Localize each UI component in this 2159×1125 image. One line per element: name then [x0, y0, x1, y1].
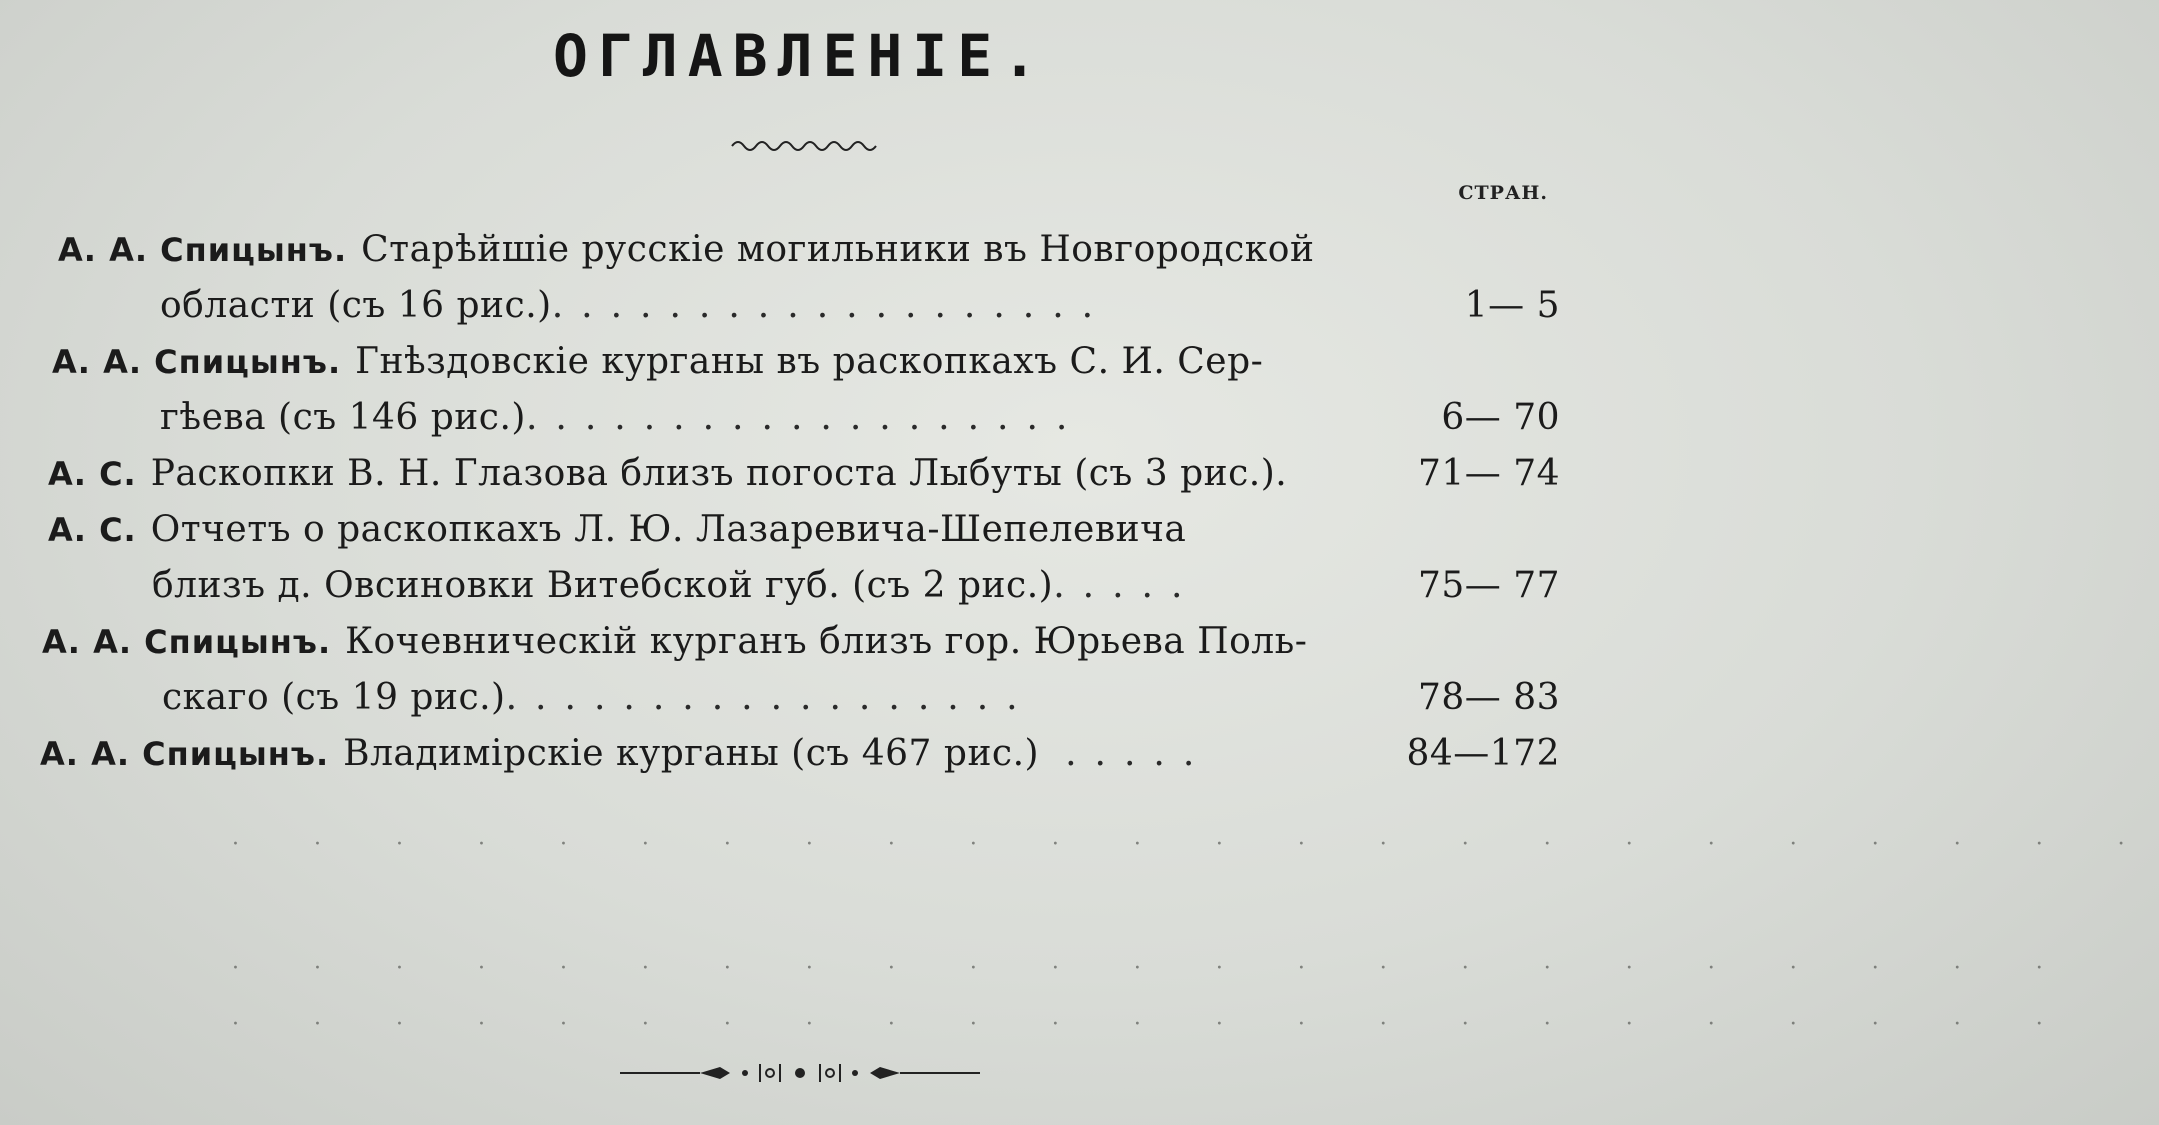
pages-column-header: СТРАН. [1458, 182, 1548, 204]
toc-entry-line-1 [40, 222, 1560, 278]
toc-author: А. А. Спицынъ. [42, 623, 332, 661]
toc-entry-line-2 [40, 278, 1560, 334]
toc-title-part-1: Отчетъ о раскопкахъ Л. Ю. Лазаревича-Шепелевича [150, 509, 1187, 550]
toc-entry [40, 222, 1560, 334]
dot-leader: ................... [551, 285, 1112, 326]
toc-entry [40, 334, 1560, 446]
toc-page-range: 78— 83 [1417, 677, 1560, 718]
toc-entry [40, 726, 1560, 782]
toc-title-part-2: области (съ 16 рис.) [160, 285, 552, 326]
toc-page-range: 71— 74 [1417, 453, 1560, 494]
toc-page-range: 6— 70 [1441, 397, 1560, 438]
toc-entry [40, 614, 1560, 726]
toc-page-range: 75— 77 [1417, 565, 1560, 606]
bleed-through-dots: · · · · · · · · · · · · · · · · · · · · · · · · [232, 832, 2159, 857]
toc-title-part-1: Старѣйшіе русскіе могильники въ Новгородской [361, 229, 1315, 270]
toc-title: Раскопки В. Н. Глазова близъ погоста Лыбуты (съ 3 рис.). [150, 453, 1288, 494]
toc-entry [40, 446, 1560, 502]
toc-author: А. С. [48, 511, 137, 549]
toc-title-part-2: гѣева (съ 146 рис.) [160, 397, 526, 438]
toc-title-part-1: Гнѣздовскіе курганы въ раскопкахъ С. И. Сер- [355, 341, 1264, 382]
toc-author: А. А. Спицынъ. [52, 343, 342, 381]
toc-author: А. А. Спицынъ. [40, 735, 330, 773]
toc-title: Владимірскіе курганы (съ 467 рис.) [343, 733, 1040, 774]
wavy-rule-ornament [730, 136, 880, 156]
toc-entry-line-2 [40, 390, 1560, 446]
toc-page-range: 84—172 [1406, 733, 1560, 774]
table-of-contents [40, 222, 1560, 782]
toc-entry-line-1 [40, 726, 1560, 782]
bleed-through-dots: · · · · · · · · · · · · · · · · · · · · · · · [232, 956, 2077, 981]
toc-title-part-2: скаго (съ 19 рис.) [162, 677, 506, 718]
bleed-through-dots: · · · · · · · · · · · · · · · · · · · · · · · [232, 1012, 2077, 1037]
toc-entry-line-2 [40, 670, 1560, 726]
toc-entry-line-1 [40, 446, 1560, 502]
page-title: ОГЛАВЛЕНІЕ. [552, 22, 1048, 90]
toc-entry [40, 502, 1560, 614]
toc-entry-line-1 [40, 614, 1560, 670]
dot-leader: ..... [1065, 733, 1213, 774]
toc-entry-line-1 [40, 502, 1560, 558]
toc-title-part-1: Кочевническій курганъ близъ гор. Юрьева Поль- [345, 621, 1308, 662]
toc-entry-line-2 [40, 558, 1560, 614]
bottom-ornament [620, 1058, 980, 1088]
toc-author: А. С. [48, 455, 137, 493]
toc-author: А. А. Спицынъ. [58, 231, 348, 269]
dot-leader: .................. [505, 677, 1036, 718]
dot-leader: ..... [1053, 565, 1201, 606]
toc-title-part-2: близъ д. Овсиновки Витебской губ. (съ 2 рис.) [152, 565, 1054, 606]
dot-leader: ................... [525, 397, 1086, 438]
toc-entry-line-1 [40, 334, 1560, 390]
toc-page-range: 1— 5 [1464, 285, 1560, 326]
